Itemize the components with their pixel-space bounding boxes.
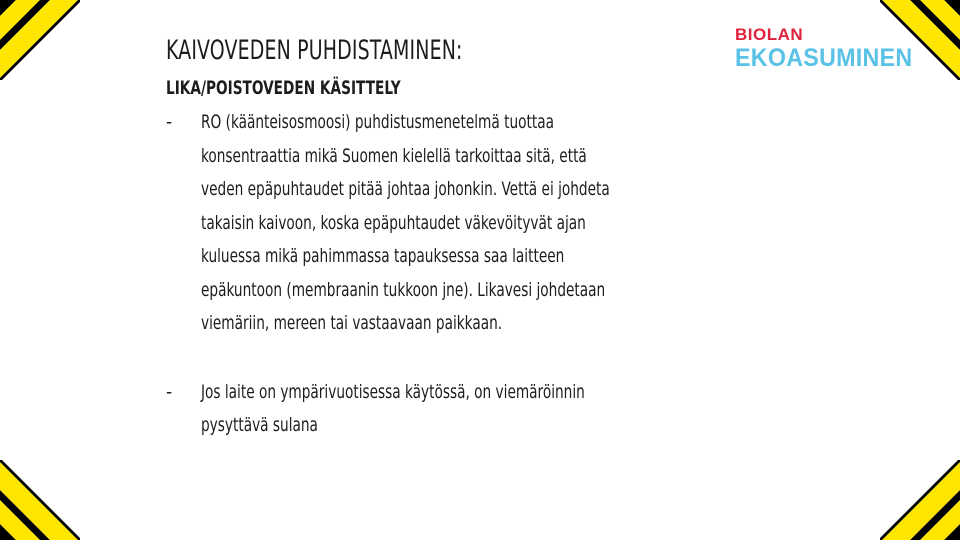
slide-subtitle: LIKA/POISTOVEDEN KÄSITTELY: [166, 77, 401, 99]
bullet-line: kuluessa mikä pahimmassa tapauksessa saa laitteen: [201, 245, 565, 267]
bullet-line: konsentraattia mikä Suomen kielellä tarkoittaa sitä, että: [201, 144, 587, 167]
bullet-line: veden epäpuhtaudet pitää johtaa johonkin. Vettä ei johdeta: [201, 178, 610, 200]
hazard-stripe-top-left: [0, 0, 80, 80]
bullet-line: Jos laite on ympärivuotisessa käytössä, on viemäröinnin: [201, 380, 585, 403]
bullet-line: RO (käänteisosmoosi) puhdistusmenetelmä tuottaa: [201, 111, 554, 133]
bullet-item: [166, 106, 726, 341]
bullet-line: epäkuntoon (membraanin tukkoon jne). Likavesi johdetaan: [201, 278, 606, 301]
bullet-line: viemäriin, mereen tai vastaavaan paikkaan.: [201, 312, 503, 334]
logo-top-text: BIOLAN: [735, 25, 804, 44]
bullet-item: [166, 376, 726, 443]
hazard-stripe-bottom-right: [880, 460, 960, 540]
bullet-line: takaisin kaivoon, koska epäpuhtaudet väkevöityvät ajan: [201, 211, 586, 234]
hazard-stripe-bottom-left: [0, 460, 80, 540]
bullet-line: pysyttävä sulana: [201, 414, 318, 436]
logo-bottom-text: EKOASUMINEN: [735, 44, 913, 72]
bullet-dash: -: [166, 111, 173, 133]
slide-title: KAIVOVEDEN PUHDISTAMINEN:: [166, 35, 463, 66]
slide-content: [166, 34, 726, 443]
brand-logo: [735, 26, 935, 72]
bullet-dash: -: [166, 380, 173, 403]
